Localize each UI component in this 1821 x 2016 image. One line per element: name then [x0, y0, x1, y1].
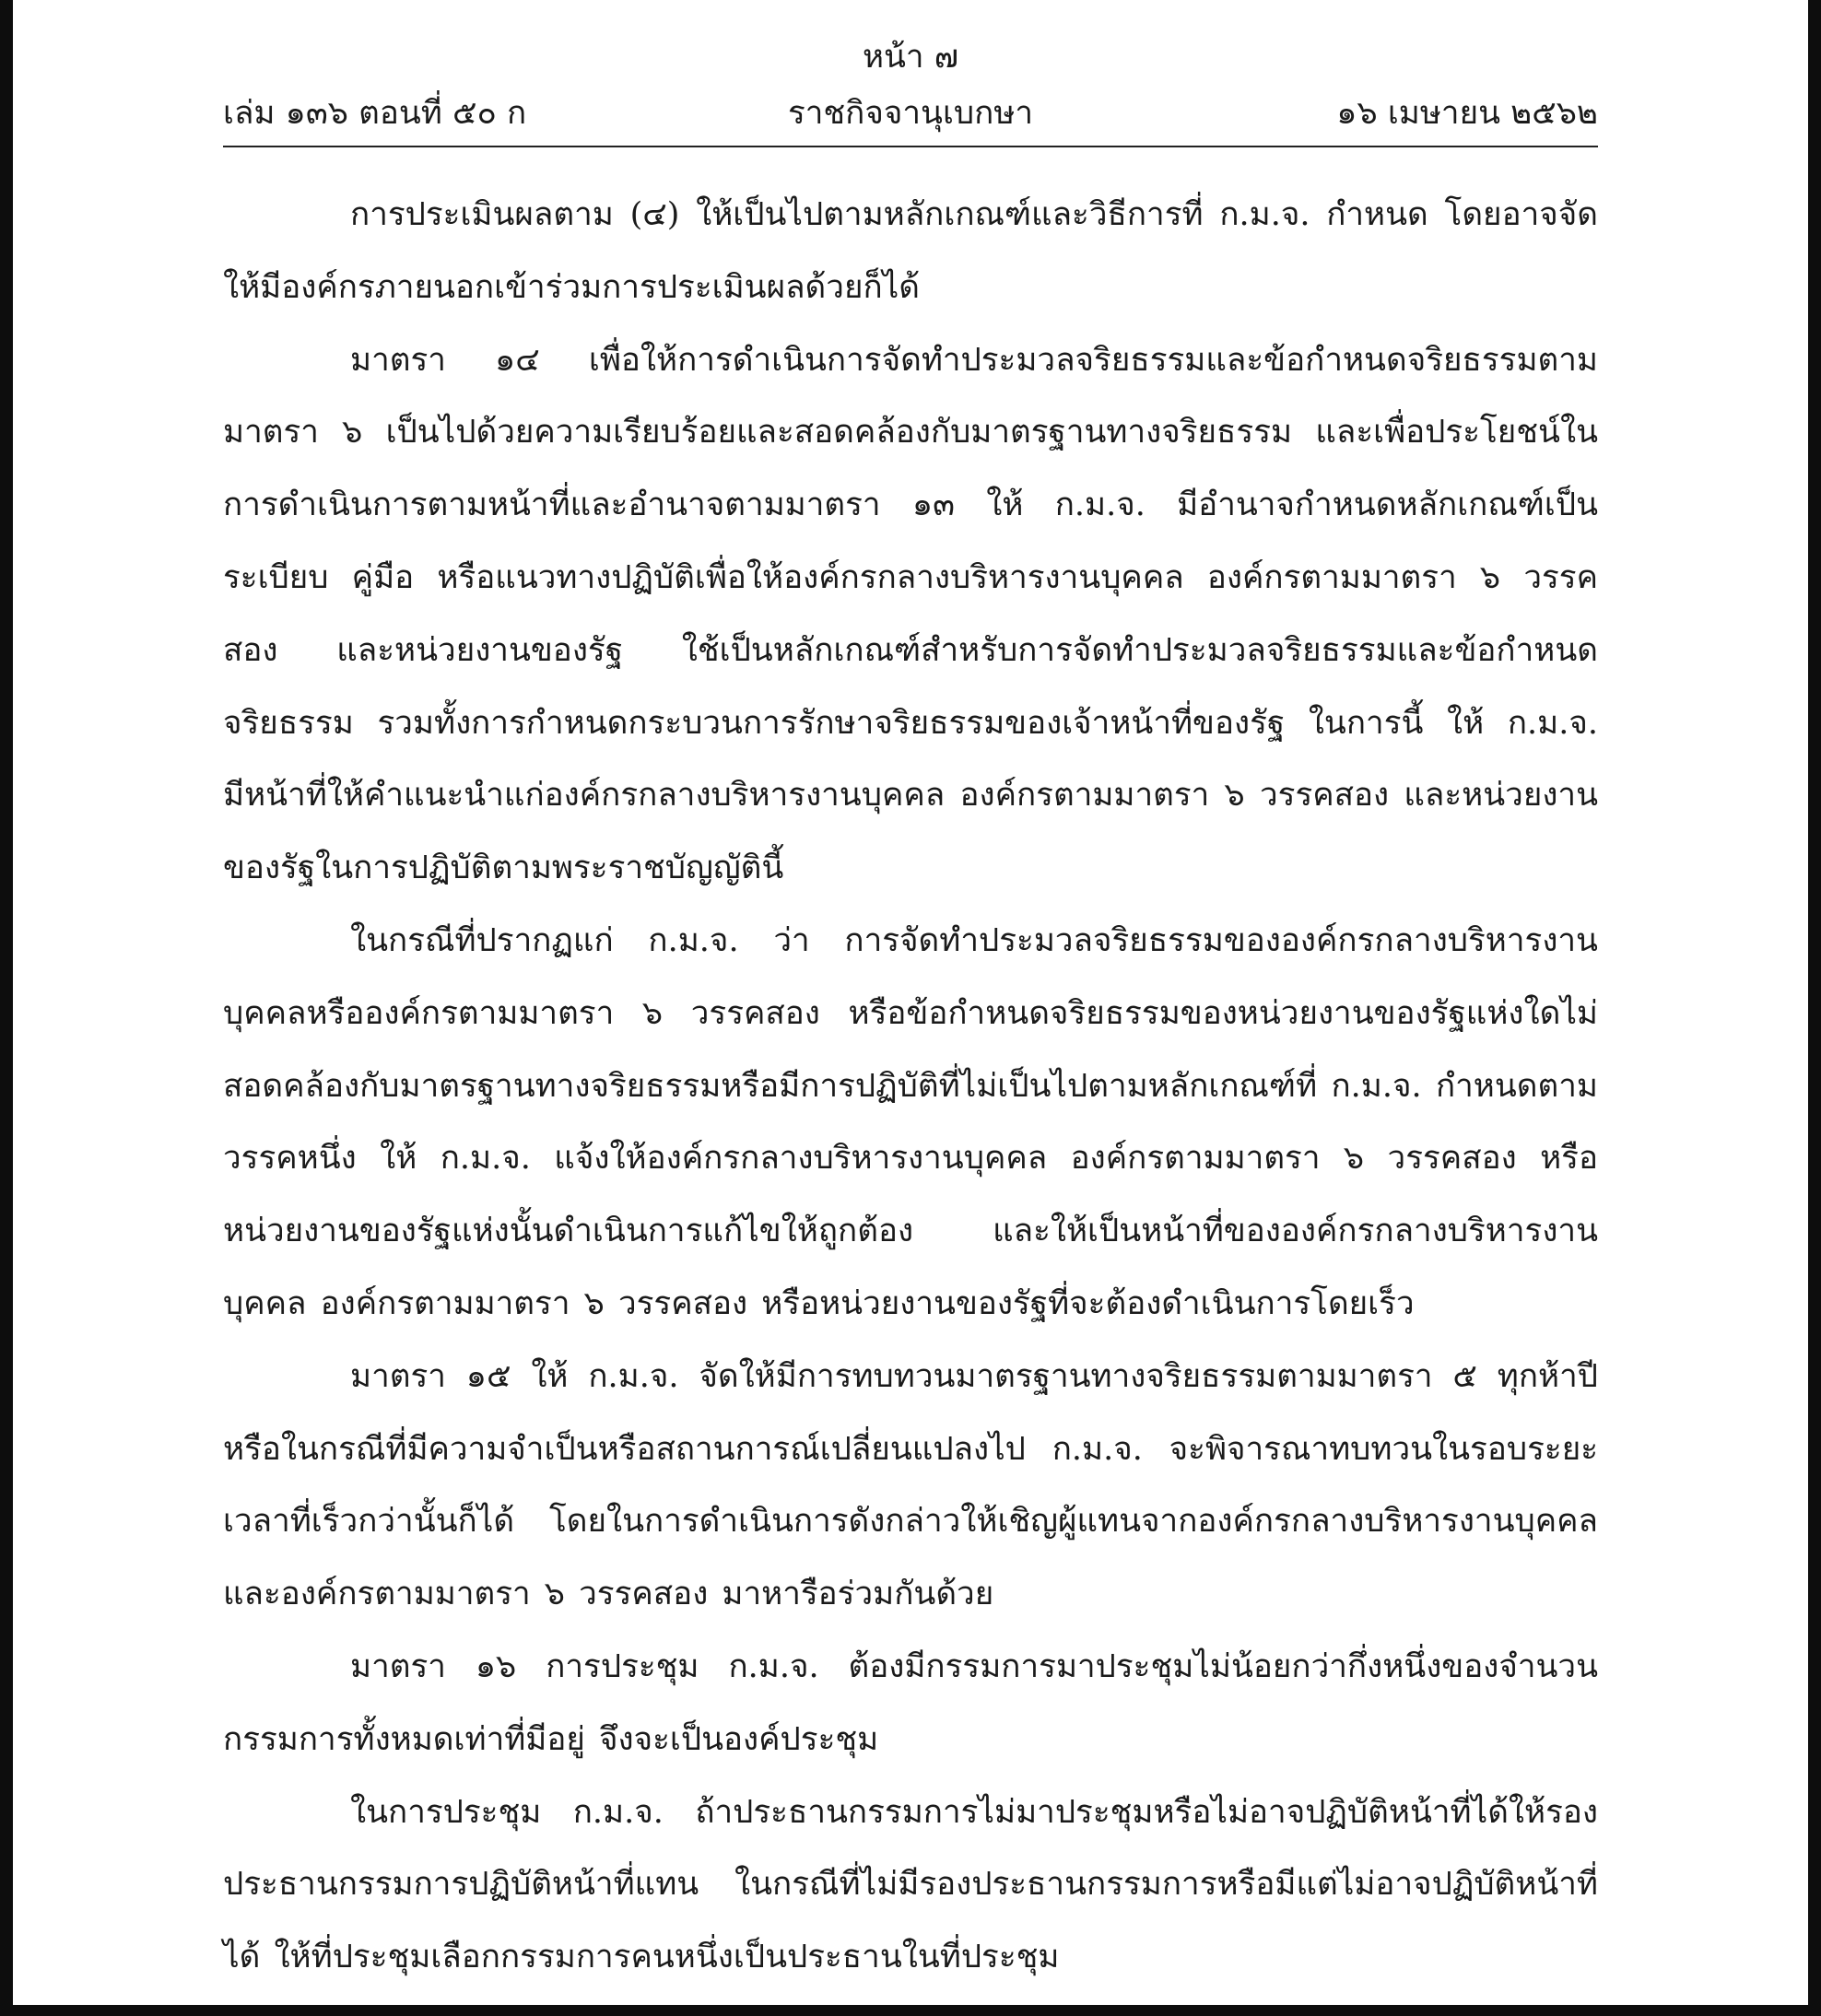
publication-date: ๑๖ เมษายน ๒๕๖๒ — [1336, 95, 1598, 132]
gazette-page — [223, 28, 1598, 1994]
paragraph: ในกรณีที่ปรากฏแก่ ก.ม.จ. ว่า การจัดทำประมวลจริยธรรมขององค์กรกลางบริหารงานบุคคลหรือองค์กรตามมาตรา ๖ วรรคสอง หรือข้อกำหนดจริยธรรมของหน่วยงานของรัฐแห่งใดไม่สอดคล้องกับมาตรฐานทางจริยธรรมหรือมีการปฏิบัติที่ไม่เป็นไปตามหลักเกณฑ์ที่ ก.ม.จ. กำหนดตามวรรคหนึ่ง ให้ ก.ม.จ. แจ้งให้องค์กรกลางบริหารงานบุคคล องค์กรตามมาตรา ๖ วรรคสอง หรือหน่วยงานของรัฐแห่งนั้นดำเนินการแก้ไขให้ถูกต้อง และให้เป็นหน้าที่ขององค์กรกลางบริหารงานบุคคล องค์กรตามมาตรา ๖ วรรคสอง หรือหน่วยงานของรัฐที่จะต้องดำเนินการโดยเร็ว — [223, 921, 1598, 1322]
header-divider — [223, 146, 1598, 147]
paragraph-section-15: มาตรา ๑๕ ให้ ก.ม.จ. จัดให้มีการทบทวนมาตรฐานทางจริยธรรมตามมาตรา ๕ ทุกห้าปีหรือในกรณีที่มีความจำเป็นหรือสถานการณ์เปลี่ยนแปลงไป ก.ม.จ. จะพิจารณาทบทวนในรอบระยะเวลาที่เร็วกว่านั้นก็ได้ โดยในการดำเนินการดังกล่าวให้เชิญผู้แทนจากองค์กรกลางบริหารงานบุคคลและองค์กรตามมาตรา ๖ วรรคสอง มาหารือร่วมกันด้วย — [223, 1357, 1598, 1613]
document-body — [223, 179, 1598, 1994]
page-number: หน้า ๗ — [862, 39, 959, 76]
volume-issue: เล่ม ๑๓๖ ตอนที่ ๕๐ ก — [223, 95, 527, 132]
paragraph: ในการประชุม ก.ม.จ. ถ้าประธานกรรมการไม่มาประชุมหรือไม่อาจปฏิบัติหน้าที่ได้ให้รองประธานกรรมการปฏิบัติหน้าที่แทน ในกรณีที่ไม่มีรองประธานกรรมการหรือมีแต่ไม่อาจปฏิบัติหน้าที่ได้ ให้ที่ประชุมเลือกกรรมการคนหนึ่งเป็นประธานในที่ประชุม — [223, 1793, 1598, 1976]
paragraph-section-14: มาตรา ๑๔ เพื่อให้การดำเนินการจัดทำประมวลจริยธรรมและข้อกำหนดจริยธรรมตามมาตรา ๖ เป็นไปด้วยความเรียบร้อยและสอดคล้องกับมาตรฐานทางจริยธรรม และเพื่อประโยชน์ในการดำเนินการตามหน้าที่และอำนาจตามมาตรา ๑๓ ให้ ก.ม.จ. มีอำนาจกำหนดหลักเกณฑ์เป็นระเบียบ คู่มือ หรือแนวทางปฏิบัติเพื่อให้องค์กรกลางบริหารงานบุคคล องค์กรตามมาตรา ๖ วรรคสอง และหน่วยงานของรัฐ ใช้เป็นหลักเกณฑ์สำหรับการจัดทำประมวลจริยธรรมและข้อกำหนดจริยธรรม รวมทั้งการกำหนดกระบวนการรักษาจริยธรรมของเจ้าหน้าที่ของรัฐ ในการนี้ ให้ ก.ม.จ. มีหน้าที่ให้คำแนะนำแก่องค์กรกลางบริหารงานบุคคล องค์กรตามมาตรา ๖ วรรคสอง และหน่วยงานของรัฐในการปฏิบัติตามพระราชบัญญัตินี้ — [223, 341, 1598, 887]
paragraph: การประเมินผลตาม (๔) ให้เป็นไปตามหลักเกณฑ์และวิธีการที่ ก.ม.จ. กำหนด โดยอาจจัดให้มีองค์กรภายนอกเข้าร่วมการประเมินผลด้วยก็ได้ — [223, 196, 1598, 306]
gazette-title: ราชกิจจานุเบกษา — [787, 95, 1034, 132]
gazette-header — [223, 87, 1598, 140]
paragraph-section-16: มาตรา ๑๖ การประชุม ก.ม.จ. ต้องมีกรรมการมาประชุมไม่น้อยกว่ากึ่งหนึ่งของจำนวนกรรมการทั้งหมดเท่าที่มีอยู่ จึงจะเป็นองค์ประชุม — [223, 1647, 1598, 1758]
